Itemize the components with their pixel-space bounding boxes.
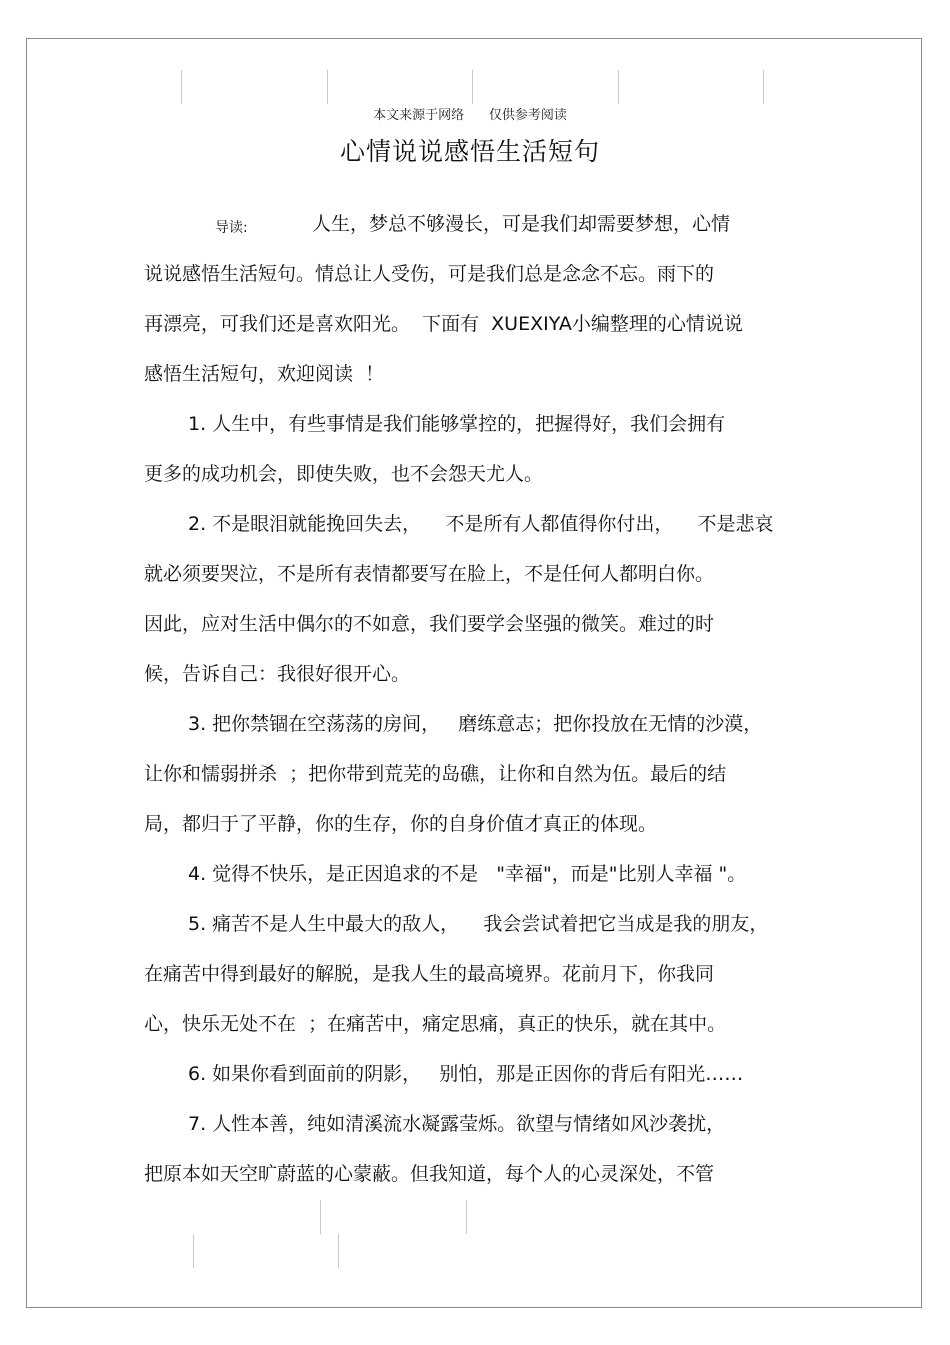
body-line: 就必须要哭泣，不是所有表情都要写在脸上，不是任何人都明白你。 bbox=[144, 563, 715, 585]
bottom-rule-2 bbox=[466, 1200, 467, 1234]
intro-line: 说说感悟生活短句。情总让人受伤，可是我们总是念念不忘。雨下的 bbox=[144, 263, 715, 285]
body-line: 心，快乐无处不在 ；在痛苦中，痛定思痛，真正的快乐，就在其中。 bbox=[144, 1013, 727, 1035]
body-line: 1. 人生中，有些事情是我们能够掌控的，把握得好，我们会拥有 bbox=[188, 413, 726, 435]
body-line: 2. 不是眼泪就能挽回失去， 不是所有人都值得你付出， 不是悲哀 bbox=[188, 513, 774, 535]
intro-line: 再漂亮，可我们还是喜欢阳光。 下面有 XUEXIYA小编整理的心情说说 bbox=[144, 313, 743, 335]
intro-label: 导读: bbox=[215, 220, 248, 236]
top-rule-4 bbox=[618, 70, 619, 104]
body-line: 4. 觉得不快乐，是正因追求的不是 "幸福"，而是"比别人幸福 "。 bbox=[188, 863, 747, 885]
body-line: 6. 如果你看到面前的阴影， 别怕，那是正因你的背后有阳光…… bbox=[188, 1063, 744, 1085]
top-rule-2 bbox=[327, 70, 328, 104]
top-rule-1 bbox=[181, 70, 182, 104]
top-rule-5 bbox=[763, 70, 764, 104]
source-note: 本文来源于网络 仅供参考阅读 bbox=[373, 108, 567, 123]
body-line: 在痛苦中得到最好的解脱，是我人生的最高境界。花前月下，你我同 bbox=[144, 963, 715, 985]
body-line: 3. 把你禁锢在空荡荡的房间， 磨练意志；把你投放在无情的沙漠， bbox=[188, 713, 763, 735]
bottom-rule-4 bbox=[338, 1234, 339, 1268]
body-line: 因此，应对生活中偶尔的不如意，我们要学会坚强的微笑。难过的时 bbox=[144, 613, 715, 635]
bottom-rule-3 bbox=[193, 1234, 194, 1268]
page-title: 心情说说感悟生活短句 bbox=[339, 137, 600, 166]
body-line: 候，告诉自己：我很好很开心。 bbox=[144, 663, 411, 685]
body-line: 5. 痛苦不是人生中最大的敌人， 我会尝试着把它当成是我的朋友， bbox=[188, 913, 769, 935]
body-line: 局，都归于了平静，你的生存，你的自身价值才真正的体现。 bbox=[144, 813, 658, 835]
body-line: 让你和懦弱拼杀 ；把你带到荒芜的岛礁，让你和自然为伍。最后的结 bbox=[144, 763, 727, 785]
bottom-rule-1 bbox=[320, 1200, 321, 1234]
body-line: 更多的成功机会，即使失败，也不会怨天尤人。 bbox=[144, 463, 544, 485]
body-line: 把原本如天空旷蔚蓝的心蒙蔽。但我知道，每个人的心灵深处，不管 bbox=[144, 1163, 715, 1185]
top-rule-3 bbox=[472, 70, 473, 104]
body-line: 7. 人性本善，纯如清溪流水凝露莹烁。欲望与情绪如风沙袭扰， bbox=[188, 1113, 726, 1135]
intro-line: 人生，梦总不够漫长，可是我们却需要梦想，心情 bbox=[312, 213, 731, 235]
intro-line: 感悟生活短句，欢迎阅读 ！ bbox=[144, 363, 385, 385]
